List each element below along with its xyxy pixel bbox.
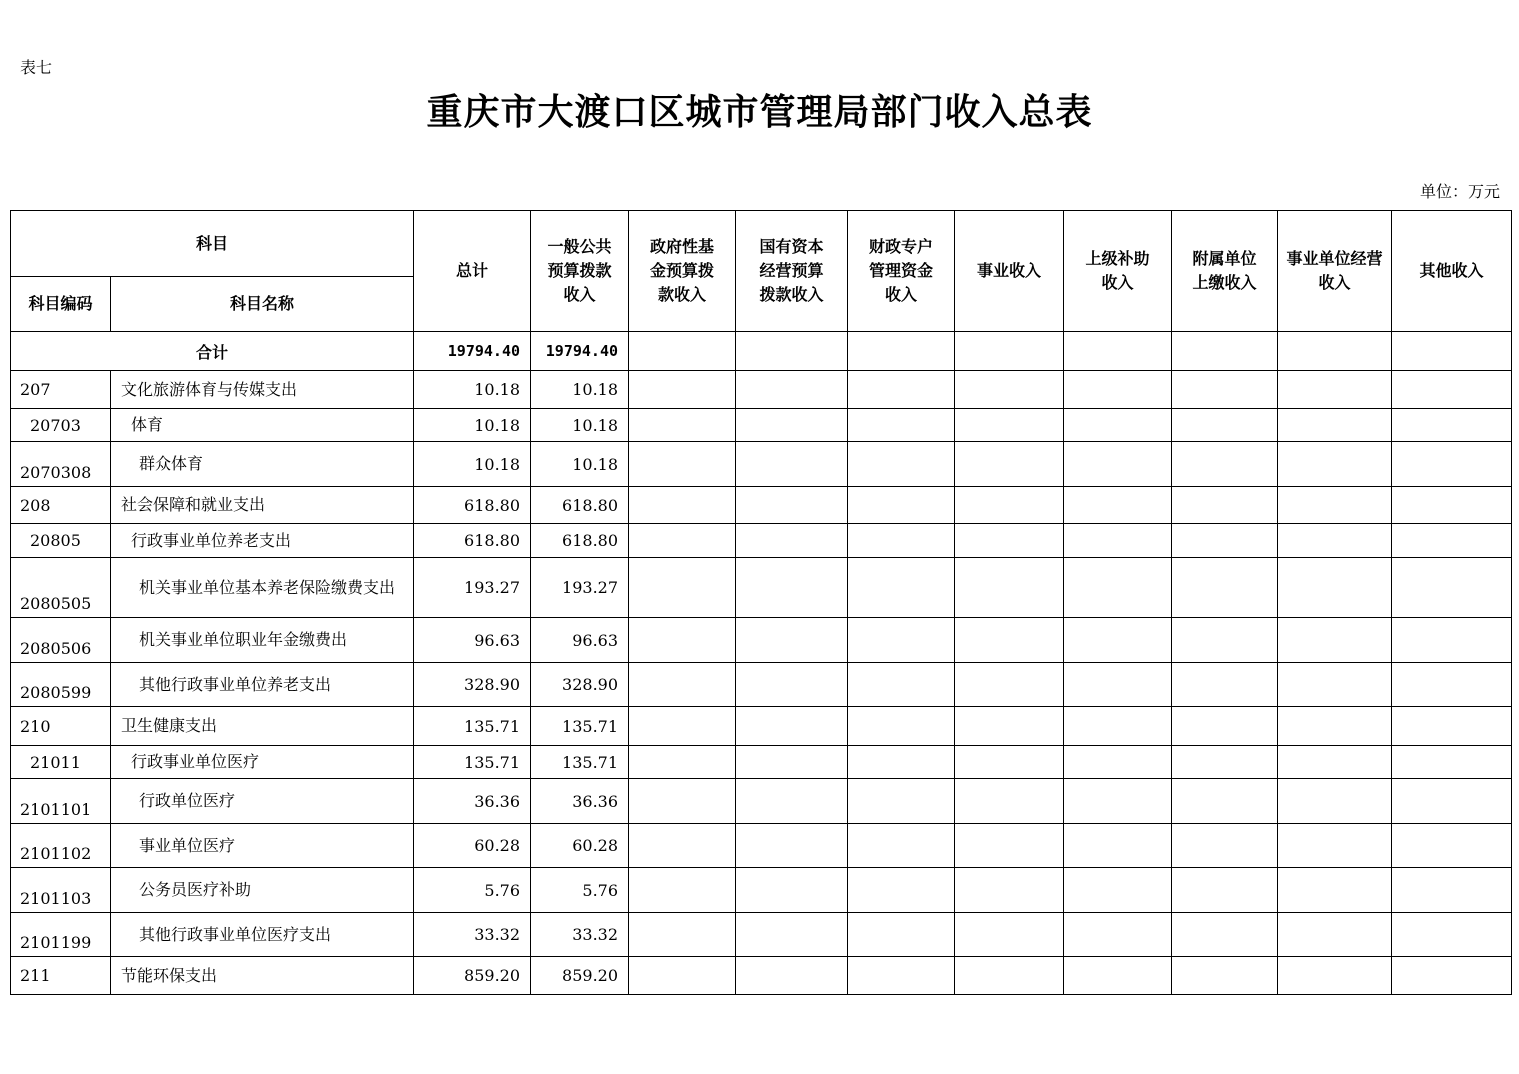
table-row [11, 957, 1512, 995]
table-row [11, 618, 1512, 663]
row-code: 207 [11, 371, 111, 409]
row-total: 328.90 [414, 663, 531, 707]
row-general: 10.18 [531, 371, 629, 409]
income-table [10, 210, 1512, 995]
row-code: 2101101 [11, 779, 111, 824]
table-row [11, 442, 1512, 487]
row-name: 机关事业单位职业年金缴费出 [111, 618, 414, 663]
row-name: 群众体育 [111, 442, 414, 487]
row-general: 135.71 [531, 707, 629, 746]
row-total: 36.36 [414, 779, 531, 824]
header-operating-income: 事业单位经营收入 [1278, 211, 1392, 332]
row-name: 其他行政事业单位医疗支出 [111, 913, 414, 957]
row-name: 行政事业单位养老支出 [111, 524, 414, 558]
page-title: 重庆市大渡口区城市管理局部门收入总表 [426, 91, 1093, 133]
header-gov-fund: 政府性基金预算拨款收入 [629, 211, 736, 332]
row-total: 193.27 [414, 558, 531, 618]
row-general: 193.27 [531, 558, 629, 618]
row-total: 33.32 [414, 913, 531, 957]
header-affiliated-payment: 附属单位上缴收入 [1172, 211, 1278, 332]
table-row [11, 746, 1512, 779]
row-code: 208 [11, 487, 111, 524]
row-total: 10.18 [414, 409, 531, 442]
header-superior-subsidy: 上级补助收入 [1064, 211, 1172, 332]
table-row [11, 913, 1512, 957]
row-general: 96.63 [531, 618, 629, 663]
table-row [11, 707, 1512, 746]
row-general: 10.18 [531, 409, 629, 442]
row-code: 210 [11, 707, 111, 746]
row-code: 2080506 [11, 618, 111, 663]
row-general: 618.80 [531, 524, 629, 558]
header-general-budget: 一般公共预算拨款收入 [531, 211, 629, 332]
header-other-income: 其他收入 [1392, 211, 1512, 332]
row-total: 5.76 [414, 868, 531, 913]
row-total: 10.18 [414, 371, 531, 409]
row-code: 20805 [11, 524, 111, 558]
row-code: 2080599 [11, 663, 111, 707]
row-name: 事业单位医疗 [111, 824, 414, 868]
row-name: 文化旅游体育与传媒支出 [111, 371, 414, 409]
row-general: 33.32 [531, 913, 629, 957]
table-row [11, 779, 1512, 824]
total-total: 19794.40 [414, 332, 531, 371]
total-general: 19794.40 [531, 332, 629, 371]
header-subject-code: 科目编码 [11, 277, 111, 332]
table-row [11, 524, 1512, 558]
table-row [11, 371, 1512, 409]
row-code: 2101103 [11, 868, 111, 913]
table-row [11, 409, 1512, 442]
row-general: 618.80 [531, 487, 629, 524]
row-code: 2070308 [11, 442, 111, 487]
row-name: 其他行政事业单位养老支出 [111, 663, 414, 707]
row-total: 10.18 [414, 442, 531, 487]
row-name: 公务员医疗补助 [111, 868, 414, 913]
total-row [11, 332, 1512, 371]
row-general: 60.28 [531, 824, 629, 868]
row-total: 60.28 [414, 824, 531, 868]
row-name: 机关事业单位基本养老保险缴费支出 [111, 558, 414, 618]
row-general: 135.71 [531, 746, 629, 779]
table-row [11, 487, 1512, 524]
row-general: 5.76 [531, 868, 629, 913]
header-total: 总计 [414, 211, 531, 332]
table-row [11, 824, 1512, 868]
row-total: 135.71 [414, 746, 531, 779]
table-row [11, 663, 1512, 707]
row-total: 859.20 [414, 957, 531, 995]
table-label: 表七 [20, 58, 53, 77]
row-name: 行政事业单位医疗 [111, 746, 414, 779]
row-name: 社会保障和就业支出 [111, 487, 414, 524]
row-general: 328.90 [531, 663, 629, 707]
header-state-capital: 国有资本经营预算拨款收入 [736, 211, 848, 332]
row-total: 96.63 [414, 618, 531, 663]
row-code: 2080505 [11, 558, 111, 618]
row-general: 10.18 [531, 442, 629, 487]
row-code: 2101102 [11, 824, 111, 868]
table-row [11, 558, 1512, 618]
row-code: 20703 [11, 409, 111, 442]
header-subject-name: 科目名称 [111, 277, 414, 332]
row-total: 135.71 [414, 707, 531, 746]
row-general: 859.20 [531, 957, 629, 995]
row-name: 体育 [111, 409, 414, 442]
row-name: 节能环保支出 [111, 957, 414, 995]
row-code: 21011 [11, 746, 111, 779]
row-general: 36.36 [531, 779, 629, 824]
total-label: 合计 [11, 332, 414, 371]
header-fiscal-special: 财政专户管理资金收入 [848, 211, 955, 332]
row-total: 618.80 [414, 487, 531, 524]
row-name: 行政单位医疗 [111, 779, 414, 824]
table-row [11, 868, 1512, 913]
row-code: 2101199 [11, 913, 111, 957]
header-subject: 科目 [11, 211, 414, 277]
unit-label: 单位：万元 [1419, 182, 1500, 201]
row-name: 卫生健康支出 [111, 707, 414, 746]
row-code: 211 [11, 957, 111, 995]
row-total: 618.80 [414, 524, 531, 558]
header-business-income: 事业收入 [955, 211, 1064, 332]
